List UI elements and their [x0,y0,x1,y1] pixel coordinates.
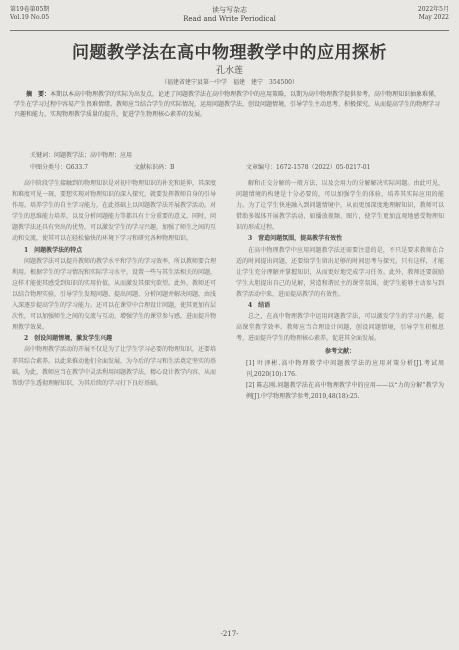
author-affiliation: （福建省建宁县第一中学 福建 建宁 354500） [161,79,298,86]
journal-name [10,6,449,24]
page-number: -217- [220,630,239,638]
volume-cn: 第19卷第05期 [10,6,50,13]
continued-paragraph: 解和正交分解的一般方法，以及会用力的分解解决实际问题。由此可见，问题情境的构建是十分必要的，可以加强学生的体验，培养其实际应用的能力。为了让学生快速融入到问题情境中，从而更加深度地理解知识，教师可以借助多媒体开展教学活动，如播放视频、图片，使学生更加直观地感受物理知识的形成过程。 [236,180,444,232]
reference-item: [1] 叶泽彬.高中物理教学中问题教学法的应用对策分析[J].考试周刊,2020(10):176. [246,359,444,378]
article-number: 文章编号：1672-1578（2022）05-0217-01 [246,164,371,171]
section-heading-3: 3 营造问题氛围，提高教学有效性 [248,235,343,243]
article-title: 问题教学法在高中物理教学中的应用探析 [72,43,387,63]
abstract-label: 摘 要： [26,91,51,98]
date-en: May 2022 [418,14,449,21]
section-3-paragraph: 在高中物理教学中应用问题教学法还需要注意的是，不只是要求教师在合适的时间提出问题，还要给学生留出足够的时间思考与探究。只有这样，才能让学生充分理解并掌握知识，从而更好地完成学习任务。此外，教师还要鼓励学生大胆提出自己的见解，营造和谐民主的课堂氛围，使学生能够主动参与到教学活动中来，进而提高教学的有效性。 [236,246,444,298]
class-number: 中图分类号：G633.7 [30,164,88,171]
left-column [12,178,216,389]
author-name: 孔水莲 [215,66,243,76]
document-code: 文献标识码：B [134,164,175,171]
date-info [418,6,449,22]
section-heading-4: 4 结语 [248,302,271,310]
section-2-paragraph: 高中物理教学活动的开展不仅是为了让学生学习必要的物理知识，还要培养其综合素养。以此来推动他们全面发展，为今后的学习和生活奠定坚实的基础。为此，教师应当在教学中灵活利用问题教学法，精心设计教学内容，从而帮助学生透彻理解知识，为其后续的学习打下良好基础。 [12,346,217,387]
references-title: 参考文献： [324,348,355,356]
keywords: 关键词：问题教学法；高中物理；应用 [30,152,133,159]
section-heading-2: 2 创设问题情境，激发学生兴趣 [24,335,113,343]
journal-cn: 读与写杂志 [212,6,247,14]
classification-line [14,162,445,172]
date-cn: 2022年5月 [417,6,449,13]
section-heading-1: 1 问题教学法的特点 [24,246,83,254]
volume-en: Vol.19 No.05 [10,14,50,21]
right-column [236,178,444,402]
running-header [10,6,449,34]
abstract-text: 本期以本高中物理教学的实际为出发点，论述了问题教学法在高中物理教学中的应用策略，以期为高中物理教学提供参考。高中物理知识抽象难懂，学生在学习过程中容易产生畏难情绪。教师应当结合学生的实际情况，运用问题教学法，创设问题情境，引导学生主动思考、积极探究，从而提高学生的物理学习兴趣和能力，实现物理教学质量的提升，促进学生物理核心素养的发展。 [14,91,441,118]
conclusion-paragraph: 总之，在高中物理教学中运用问题教学法，可以激发学生的学习兴趣，提高课堂教学效率。教师应当合理设计问题，创设问题情境，引导学生积极思考，进而提升学生的物理核心素养，促进其全面发展。 [236,313,444,343]
reference-item: [2] 陈志刚.问题教学法在高中物理教学中的应用——以“力的分解”教学为例[J].中学物理教学参考,2019,48(18):25. [246,381,444,400]
section-1-paragraph: 问题教学法可以提升教师的教学水平和学生的学习效率，所以教师要合理利用。根据学生的学习情况和实际学习水平，设置一些与其生活相关的问题，这样才能使其感受到知识的实用价值，从而激发其探究欲望。此外，教师还可以结合物理实验，引导学生发现问题、提出问题、分析问题并解决问题，由浅入深逐步提高学生的学习能力。还可以在课堂中合理设计问题，使其更加有层次性，可以加强师生之间的交流与互动，增强学生的课堂参与感，进而提升物理教学效果。 [12,257,217,332]
intro-paragraph: 高中阶段学生接触到的物理知识是对初中物理知识的补充和延伸，其深度和难度可见一斑，要想实现对物理知识的深入探究，就要发挥教师自身的引导作用。培养学生的自主学习能力，在此基础上以问题教学法开展教学活动。对学生的思维能力培养，以及分析问题能力等都具有十分重要的意义。同时，问题教学法还具有突出的优势，可以激发学生的学习兴趣，加强了师生之间的互动和交流，使其可以在轻松愉快的环境下学习和研究各种物理知识。 [12,180,217,243]
abstract [14,90,445,120]
header-rule [10,30,449,31]
journal-en: Read and Write Periodical [183,15,276,23]
